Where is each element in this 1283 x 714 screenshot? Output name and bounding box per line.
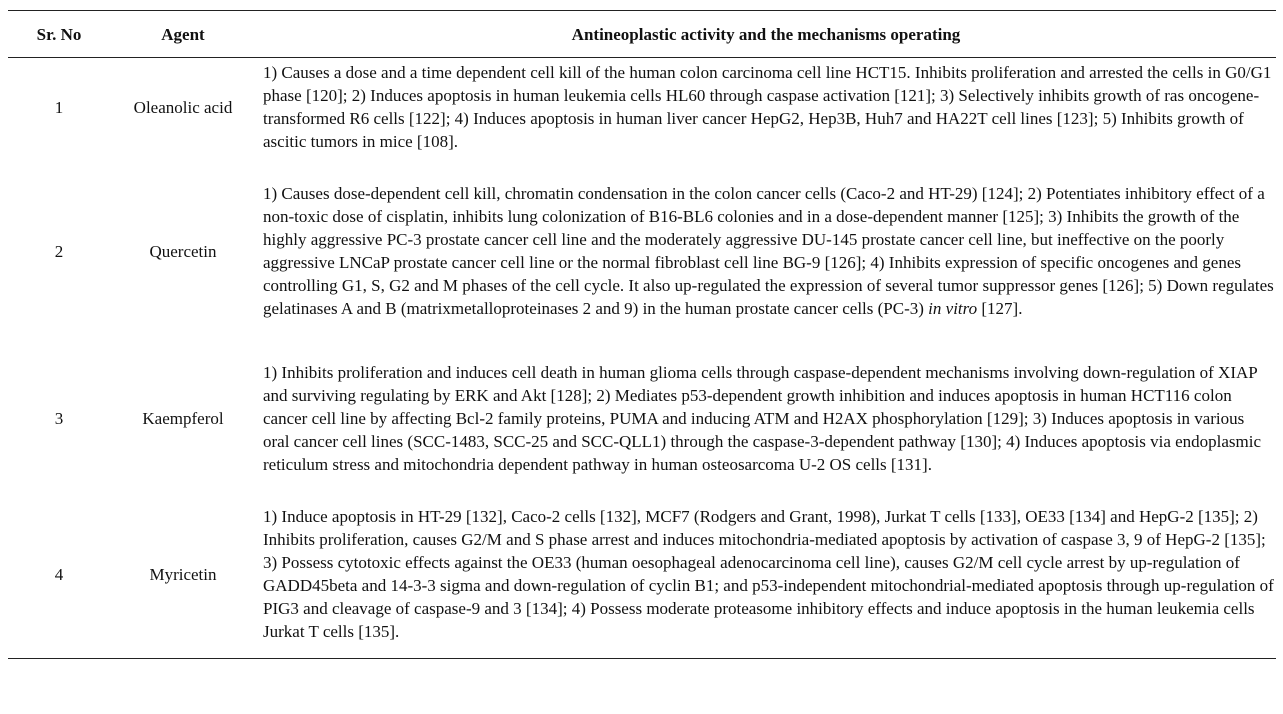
- cell-activity: 1) Induce apoptosis in HT-29 [132], Caco-2 cells [132], MCF7 (Rodgers and Grant, 1998), Jurkat T cells [133], OE33 [134] and HepG-2 [135]; 2) Inhibits proliferation, causes G2/M and S phase arrest and induces mitochondria-mediated apoptosis by activation of caspase 3, 9 of HepG-2 [135]; 3) Possess cytotoxic effects against the OE33 (human oesophageal adenocarcinoma cell line), causes G2/M cell cycle arrest by up-regulation of GADD45beta and 14-3-3 sigma and down-regulation of cyclin B1; and p53-independent mitochondrial-mediated apoptosis through up-regulation of PIG3 and cleavage of caspase-9 and 3 [134]; 4) Possess moderate proteasome inhibitory effects and induce apoptosis in the human leukemia cells Jurkat T cells [135].: [256, 490, 1276, 659]
- cell-sr-no: 4: [8, 490, 110, 659]
- antineoplastic-table: [8, 10, 1276, 659]
- cell-sr-no: 1: [54, 97, 64, 117]
- activity-text: 1) Causes dose-dependent cell kill, chromatin condensation in the colon cancer cells (Caco-2 and HT-29) [124]; 2) Potentiates inhibitory effect of a non-toxic dose of cisplatin, inhibits lung colonization of B16-BL6 colonies and in a dose-dependent manner [125]; 3) Inhibits the growth of the highly aggressive PC-3 prostate cancer cell line and the moderately aggressive DU-145 prostate cancer cell line, but ineffective on the poorly aggressive LNCaP prostate cancer cell line or the normal fibroblast cell line BG-9 [126]; 4) Inhibits expression of specific oncogenes and genes controlling G1, S, G2 and M phases of the cell cycle. It also up-regulated the expression of several tumor suppressor genes [126]; 5) Down regulates gelatinases A and B (matrixmetalloproteinases 2 and 9) in the human prostate cancer cells (PC-3): [263, 184, 1274, 318]
- activity-tail-text: [127].: [977, 299, 1023, 318]
- header-activity: Antineoplastic activity and the mechanisms operating: [256, 11, 1276, 58]
- table-row: [8, 156, 1276, 346]
- table-header: [8, 11, 1276, 58]
- activity-italic-text: in vitro: [928, 299, 978, 318]
- cell-sr-no: 3: [54, 408, 64, 428]
- cell-agent: Kaempferol: [142, 408, 224, 428]
- table-row: [8, 490, 1276, 659]
- table-row: [8, 58, 1276, 157]
- cell-sr-no: 2: [54, 241, 64, 261]
- header-row: [8, 11, 1276, 58]
- cell-activity: 1) Causes a dose and a time dependent cell kill of the human colon carcinoma cell line HCT15. Inhibits proliferation and arrested the cells in G0/G1 phase [120]; 2) Induces apoptosis in human leukemia cells HL60 through caspase activation [121]; 3) Selectively inhibits growth of ras oncogene-transformed R6 cells [122]; 4) Induces apoptosis in human liver cancer HepG2, Hep3B, Huh7 and HA22T cell lines [123]; 5) Inhibits growth of ascitic tumors in mice [108].: [263, 63, 1272, 151]
- header-sr-no: Sr. No: [8, 11, 110, 58]
- cell-agent: Quercetin: [149, 241, 217, 261]
- cell-agent: Oleanolic acid: [133, 97, 233, 117]
- cell-activity: [256, 156, 1276, 346]
- header-agent: Agent: [110, 11, 256, 58]
- table-row: [8, 346, 1276, 490]
- cell-agent: Myricetin: [110, 490, 256, 659]
- cell-activity: 1) Inhibits proliferation and induces cell death in human glioma cells through caspase-dependent mechanisms involving down-regulation of XIAP and surviving regulating by ERK and Akt [128]; 2) Mediates p53-dependent growth inhibition and induces apoptosis in human HCT116 colon cancer cell line by affecting Bcl-2 family proteins, PUMA and inducing ATM and H2AX phosphorylation [129]; 3) Induces apoptosis in various oral cancer cell lines (SCC-1483, SCC-25 and SCC-QLL1) through the caspase-3-dependent pathway [130]; 4) Induces apoptosis via endoplasmic reticulum stress and mitochondria dependent pathway in human osteosarcoma U-2 OS cells [131].: [263, 362, 1262, 474]
- table-body: [8, 58, 1276, 659]
